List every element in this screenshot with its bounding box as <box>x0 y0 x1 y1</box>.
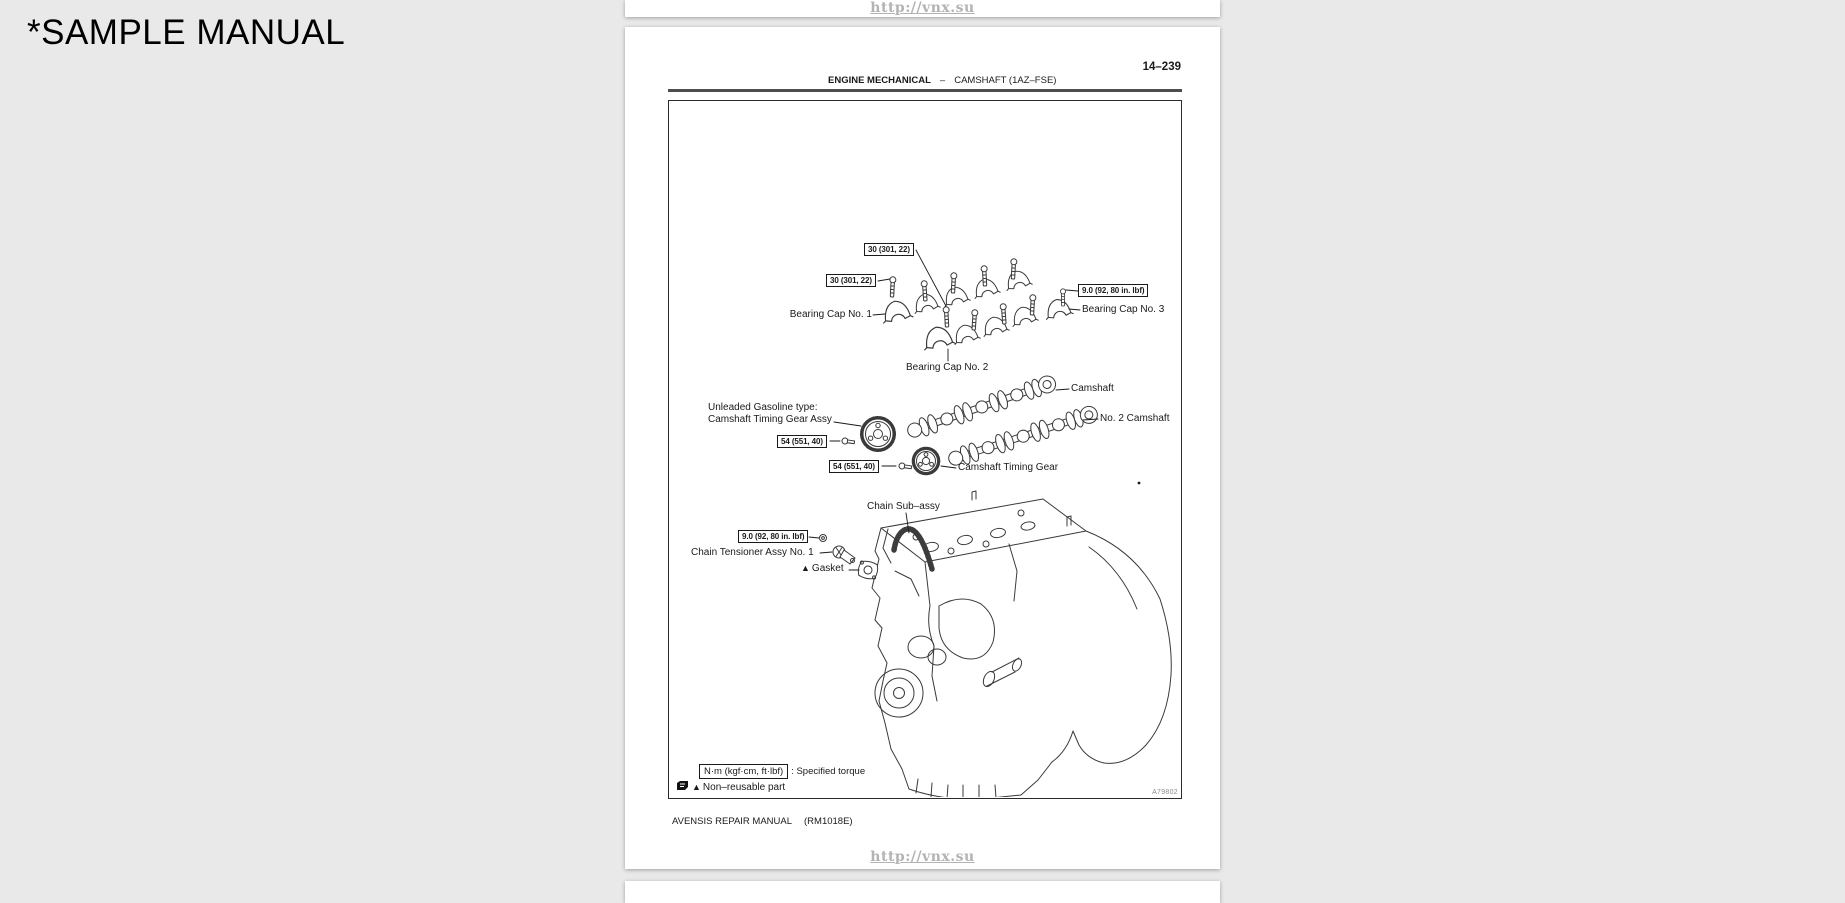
header-section: ENGINE MECHANICAL <box>828 75 931 86</box>
page-header <box>828 75 1056 86</box>
timing-gear-drawing <box>913 448 939 474</box>
watermark-link[interactable]: http://vnx.su <box>870 0 975 16</box>
gasket-drawing <box>857 560 879 581</box>
figure-code: A79802 <box>1152 789 1178 796</box>
timing-gear-assy-label <box>708 402 832 425</box>
torque-label-9-chain: 9.0 (92, 80 in. lbf) <box>738 530 808 543</box>
header-separator: – <box>939 75 946 86</box>
torque-label-30-top: 30 (301, 22) <box>864 243 914 256</box>
page-footer <box>672 816 853 827</box>
washer-drawing <box>820 535 827 542</box>
non-reusable-text: Non–reusable part <box>702 782 786 793</box>
manual-page <box>625 27 1220 869</box>
non-reusable-triangle-icon: ▲ <box>801 563 810 573</box>
timing-chain-drawing <box>894 529 932 569</box>
gasket-label <box>801 563 844 575</box>
camshaft-timing-gear-label: Camshaft Timing Gear <box>958 462 1059 473</box>
chain-tensioner-label: Chain Tensioner Assy No. 1 <box>691 547 814 558</box>
timing-gear-assy-drawing <box>862 418 895 451</box>
no2-camshaft-label: No. 2 Camshaft <box>1100 413 1170 424</box>
header-rule <box>668 89 1182 92</box>
scan-speck <box>1138 482 1141 485</box>
figure-frame <box>668 100 1182 799</box>
manual-code: (RM1018E) <box>804 816 853 827</box>
unleaded-type-line1: Unleaded Gasoline type: <box>708 402 818 413</box>
previous-page-fragment <box>625 0 1220 17</box>
torque-label-30-left: 30 (301, 22) <box>826 274 876 287</box>
unleaded-type-line2: Camshaft Timing Gear Assy <box>708 413 832 425</box>
chain-sub-assy-label: Chain Sub–assy <box>867 501 940 512</box>
next-page-fragment <box>625 881 1220 903</box>
sample-manual-overlay: *SAMPLE MANUAL <box>27 13 346 52</box>
torque-label-9-right: 9.0 (92, 80 in. lbf) <box>1078 284 1148 297</box>
camshaft-exploded-diagram <box>669 101 1180 797</box>
torque-unit-box: N·m (kgf·cm, ft·lbf) <box>699 764 788 779</box>
gear-bolt-lower-drawing <box>899 463 912 471</box>
publisher-mark-icon <box>677 781 689 791</box>
torque-legend <box>699 764 865 779</box>
gasket-label-text: Gasket <box>811 563 844 574</box>
torque-legend-desc: : Specified torque <box>791 766 866 777</box>
bearing-cap-2-label: Bearing Cap No. 2 <box>906 362 989 373</box>
torque-label-54-upper: 54 (551, 40) <box>777 435 827 448</box>
manual-title: AVENSIS REPAIR MANUAL <box>672 816 793 827</box>
bearing-cap-1-label: Bearing Cap No. 1 <box>789 309 872 320</box>
gear-bolt-upper-drawing <box>842 438 855 446</box>
header-topic: CAMSHAFT (1AZ–FSE) <box>954 75 1057 86</box>
bearing-cap-3-label: Bearing Cap No. 3 <box>1082 304 1165 315</box>
page-number: 14–239 <box>1142 61 1181 73</box>
chain-tensioner-drawing <box>833 546 855 564</box>
watermark-link[interactable]: http://vnx.su <box>870 849 975 865</box>
torque-label-54-lower: 54 (551, 40) <box>829 460 879 473</box>
bearing-caps-drawing <box>880 268 1074 350</box>
camshaft-label: Camshaft <box>1071 383 1114 394</box>
non-reusable-legend <box>692 782 785 793</box>
non-reusable-triangle-icon: ▲ <box>692 782 701 792</box>
